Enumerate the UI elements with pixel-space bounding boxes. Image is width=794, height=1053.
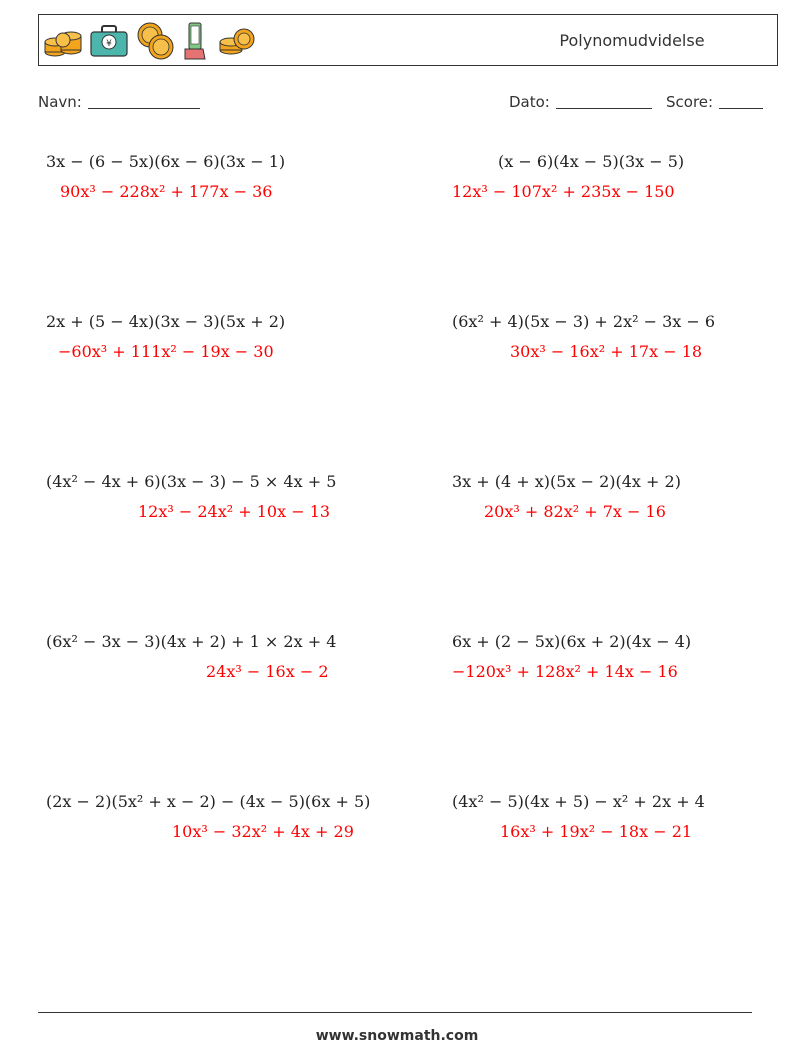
svg-text:¥: ¥ bbox=[106, 39, 112, 49]
problem-question: (4x² − 5)(4x + 5) − x² + 2x + 4 bbox=[452, 792, 705, 811]
score-label: Score: bbox=[666, 93, 714, 111]
problem-question: (x − 6)(4x − 5)(3x − 5) bbox=[498, 152, 685, 171]
header-icons bbox=[43, 21, 257, 61]
footer-divider bbox=[38, 1012, 752, 1013]
problem-question: 6x + (2 − 5x)(6x + 2)(4x − 4) bbox=[452, 632, 692, 651]
problem-question: 2x + (5 − 4x)(3x − 3)(5x + 2) bbox=[46, 312, 286, 331]
problem-answer: 10x³ − 32x² + 4x + 29 bbox=[172, 822, 354, 841]
date-field bbox=[509, 93, 652, 111]
problem-question: 3x + (4 + x)(5x − 2)(4x + 2) bbox=[452, 472, 681, 491]
problem-answer: 12x³ − 107x² + 235x − 150 bbox=[452, 182, 675, 201]
coins-icon bbox=[135, 21, 175, 61]
problem-answer: −120x³ + 128x² + 14x − 16 bbox=[452, 662, 678, 681]
footer-url[interactable]: www.snowmath.com bbox=[315, 1028, 479, 1044]
score-field bbox=[666, 93, 763, 111]
phone-payment-icon bbox=[181, 21, 211, 61]
date-label: Dato: bbox=[509, 93, 550, 111]
header-box bbox=[38, 14, 778, 66]
coin-stack-icon bbox=[217, 24, 257, 58]
problem-question: (6x² + 4)(5x − 3) + 2x² − 3x − 6 bbox=[452, 312, 716, 331]
problem-question: (6x² − 3x − 3)(4x + 2) + 1 × 2x + 4 bbox=[46, 632, 337, 651]
page-title: Polynomudvidelse bbox=[559, 31, 705, 50]
date-line[interactable] bbox=[556, 93, 652, 109]
coin-stack-icon bbox=[43, 24, 83, 58]
problem-answer: 90x³ − 228x² + 177x − 36 bbox=[60, 182, 273, 201]
name-line[interactable] bbox=[88, 93, 200, 109]
name-field bbox=[38, 93, 200, 111]
problem-question: 3x − (6 − 5x)(6x − 6)(3x − 1) bbox=[46, 152, 286, 171]
name-label: Navn: bbox=[38, 93, 82, 111]
score-line[interactable] bbox=[719, 93, 763, 109]
problem-answer: 30x³ − 16x² + 17x − 18 bbox=[510, 342, 703, 361]
problem-answer: −60x³ + 111x² − 19x − 30 bbox=[58, 342, 274, 361]
problem-answer: 20x³ + 82x² + 7x − 16 bbox=[484, 502, 666, 521]
problem-answer: 24x³ − 16x − 2 bbox=[206, 662, 329, 681]
problem-answer: 12x³ − 24x² + 10x − 13 bbox=[138, 502, 331, 521]
problem-answer: 16x³ + 19x² − 18x − 21 bbox=[500, 822, 693, 841]
problem-question: (2x − 2)(5x² + x − 2) − (4x − 5)(6x + 5) bbox=[46, 792, 371, 811]
briefcase-icon bbox=[89, 23, 129, 59]
problem-question: (4x² − 4x + 6)(3x − 3) − 5 × 4x + 5 bbox=[46, 472, 337, 491]
